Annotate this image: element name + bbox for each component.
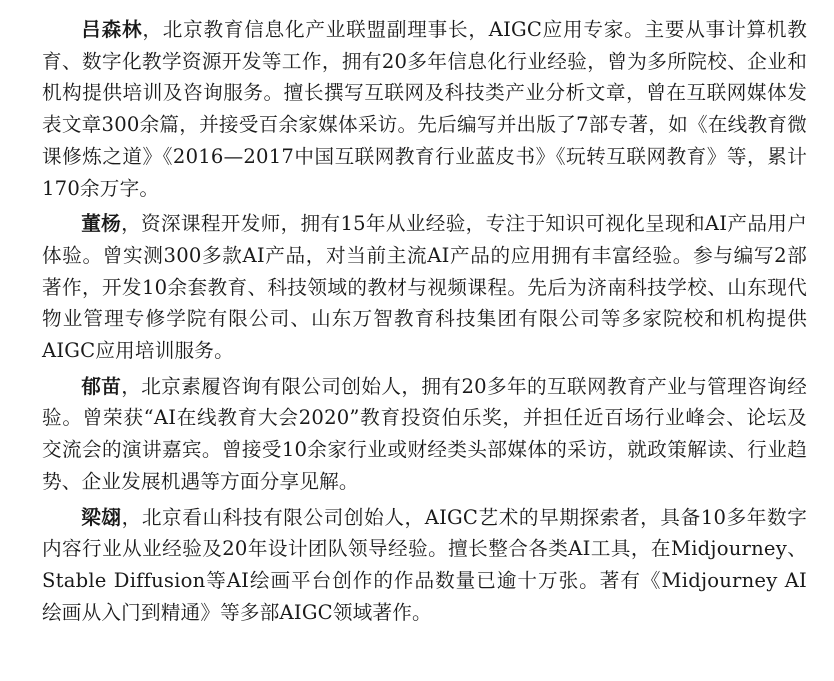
author-name: 郁苗 bbox=[81, 374, 122, 398]
bio-text: ，北京教育信息化产业联盟副理事长，AIGC应用专家。主要从事计算机教育、数字化教学资源开发等工作，拥有20多年信息化行业经验，曾为多所院校、企业和机构提供培训及咨询服务。擅长撰写互联网及科技类产业分析文章，曾在互联网媒体发表文章300余篇，并接受百余家媒体采访。先后编写并出版了7部专著，如《在线教育微课修炼之道》《2016—2017中国互联网教育行业蓝皮书》《玩转互联网教育》等，累计170余万字。 bbox=[42, 18, 807, 200]
author-name: 吕森林 bbox=[81, 18, 143, 41]
bio-text: ，北京素履咨询有限公司创始人，拥有20多年的互联网教育产业与管理咨询经验。曾荣获“AI在线教育大会2020”教育投资伯乐奖，并担任近百场行业峰会、论坛及交流会的演讲嘉宾。曾接受10余家行业或财经类头部媒体的采访，就政策解读、行业趋势、企业发展机遇等方面分享见解。 bbox=[42, 374, 807, 493]
bio-text: ，北京看山科技有限公司创始人，AIGC艺术的早期探索者，具备10多年数字内容行业从业经验及20年设计团队领导经验。擅长整合各类AI工具，在Midjourney、Stable Diffusion等AI绘画平台创作的作品数量已逾十万张。著有《Midjourney AI绘画从入门到精通》等多部AIGC领域著作。 bbox=[42, 505, 807, 624]
bio-paragraph-yu-miao bbox=[42, 371, 807, 498]
bio-text: ，资深课程开发师，拥有15年从业经验，专注于知识可视化呈现和AI产品用户体验。曾实测300多款AI产品，对当前主流AI产品的应用拥有丰富经验。参与编写2部著作，开发10余套教育、科技领域的教材与视频课程。先后为济南科技学校、山东现代物业管理专修学院有限公司、山东万智教育科技集团有限公司等多家院校和机构提供AIGC应用培训服务。 bbox=[42, 212, 807, 363]
bio-paragraph-lv-senlin bbox=[42, 14, 807, 204]
author-name: 梁翃 bbox=[81, 505, 122, 529]
bio-paragraph-liang-hong bbox=[42, 502, 807, 629]
bio-paragraph-dong-yang bbox=[42, 208, 807, 367]
author-name: 董杨 bbox=[81, 212, 122, 236]
author-bios bbox=[42, 14, 807, 632]
